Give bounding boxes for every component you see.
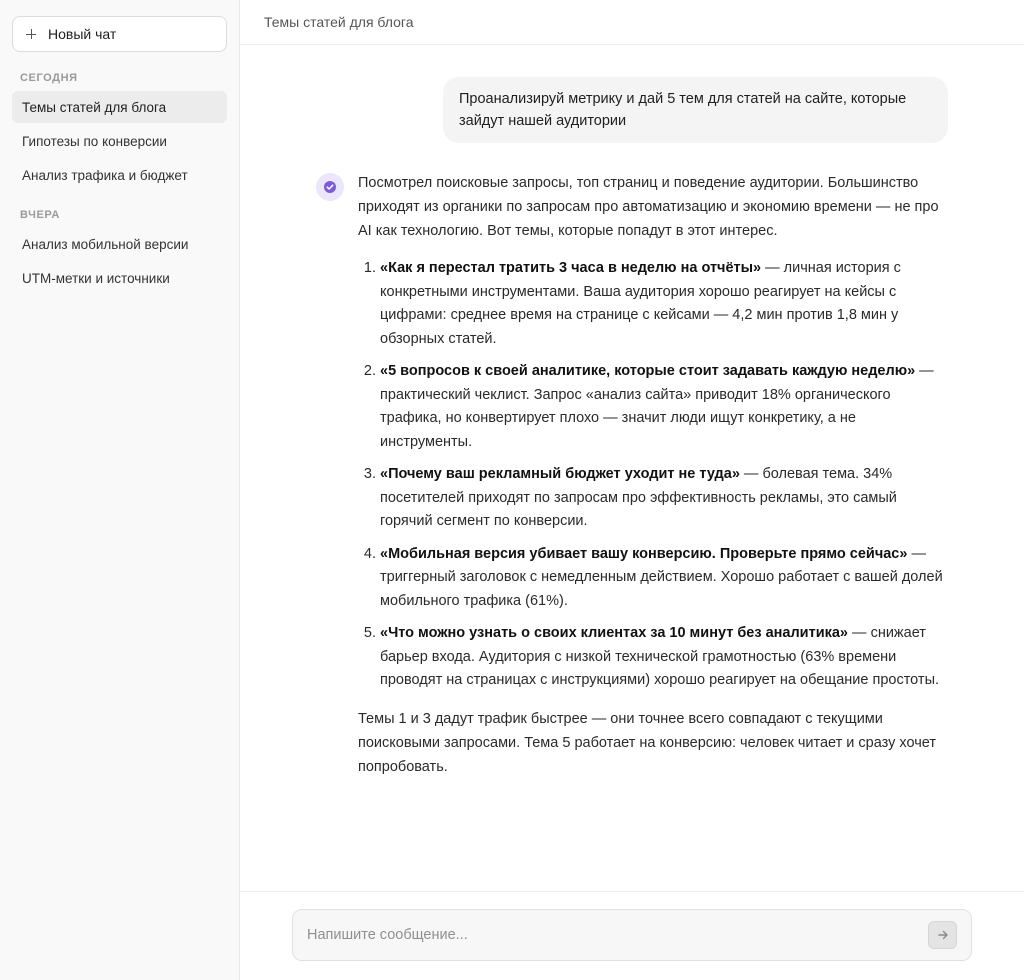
sidebar-item-traffic-budget[interactable] — [12, 159, 227, 191]
sidebar-item-mobile-analysis[interactable] — [12, 228, 227, 260]
new-chat-label: Новый чат — [48, 26, 117, 42]
topic-text: — триггерный заголовок с немедленным действием. Хорошо работает с вашей долей мобильного трафика (61%). — [380, 545, 943, 609]
user-message-text: Проанализируй метрику и дай 5 тем для статей на сайте, которые зайдут нашей аудитории — [459, 91, 907, 129]
arrow-right-icon — [937, 929, 949, 941]
sidebar-item-label: Гипотезы по конверсии — [22, 133, 167, 149]
list-item — [380, 463, 950, 534]
composer-area — [240, 891, 1024, 980]
chat-title: Темы статей для блога — [264, 14, 414, 30]
topic-title: «Что можно узнать о своих клиентах за 10 минут без аналитика» — [380, 625, 849, 641]
list-item — [380, 257, 950, 351]
chat-header — [240, 0, 1024, 45]
assistant-avatar — [316, 173, 344, 201]
composer — [292, 909, 972, 961]
sidebar-item-label: Анализ мобильной версии — [22, 236, 189, 252]
send-button[interactable] — [928, 921, 957, 949]
topic-title: «5 вопросов к своей аналитике, которые стоит задавать каждую неделю» — [380, 363, 916, 379]
topic-text: — практический чеклист. Запрос «анализ сайта» приводит 18% органического трафика, но конвертирует плохо — значит люди ищут конкретику, а не инструменты. — [380, 363, 934, 450]
list-item — [380, 543, 950, 614]
sidebar-item-label: UTM-метки и источники — [22, 270, 170, 286]
assistant-message — [358, 171, 950, 779]
topic-title: «Как я перестал тратить 3 часа в неделю на отчёты» — [380, 260, 762, 276]
topic-title: «Мобильная версия убивает вашу конверсию. Проверьте прямо сейчас» — [380, 545, 908, 562]
section-label-today: СЕГОДНЯ — [20, 72, 78, 84]
sidebar-item-utm-sources[interactable] — [12, 262, 227, 294]
assistant-outro: Темы 1 и 3 дадут трафик быстрее — они точнее всего совпадают с текущими поисковыми запросами. Тема 5 работает на конверсию: человек читает и сразу хочет попробовать. — [358, 710, 937, 775]
plus-icon — [26, 29, 36, 39]
section-label-yesterday: ВЧЕРА — [20, 209, 60, 221]
sidebar-item-label: Темы статей для блога — [22, 99, 167, 115]
topics-list — [380, 257, 950, 693]
topic-text: — снижает барьер входа. Аудитория с низкой технической грамотностью (63% времени проводят на страницах с инструкциями) хорошо реагирует на обещание простоты. — [380, 625, 940, 688]
list-item — [380, 622, 950, 693]
topic-text: — болевая тема. 34% посетителей приходят по запросам про эффективность рекламы, это самый горячий сегмент по конверсии. — [380, 466, 897, 529]
check-circle-icon — [323, 180, 337, 194]
assistant-intro: Посмотрел поисковые запросы, топ страниц и поведение аудитории. Большинство приходят из органики по запросам про автоматизацию и экономию времени — не про AI как технологию. Вот темы, которые попадут в этот интерес. — [358, 175, 939, 239]
user-message — [443, 77, 948, 143]
new-chat-button[interactable] — [12, 16, 227, 52]
sidebar-item-label: Анализ трафика и бюджет — [22, 167, 188, 183]
topic-text: — личная история с конкретными инструментами. Ваша аудитория хорошо реагирует на кейсы с цифрами: среднее время на странице с кейсами — 4,2 мин против 1,8 мин у обзорных статей. — [380, 260, 901, 347]
sidebar-item-blog-topics[interactable] — [12, 91, 227, 123]
message-input[interactable] — [307, 910, 907, 960]
list-item — [380, 360, 950, 454]
topic-title: «Почему ваш рекламный бюджет уходит не туда» — [380, 466, 740, 482]
sidebar — [0, 0, 240, 980]
sidebar-item-conversion-hypotheses[interactable] — [12, 125, 227, 157]
